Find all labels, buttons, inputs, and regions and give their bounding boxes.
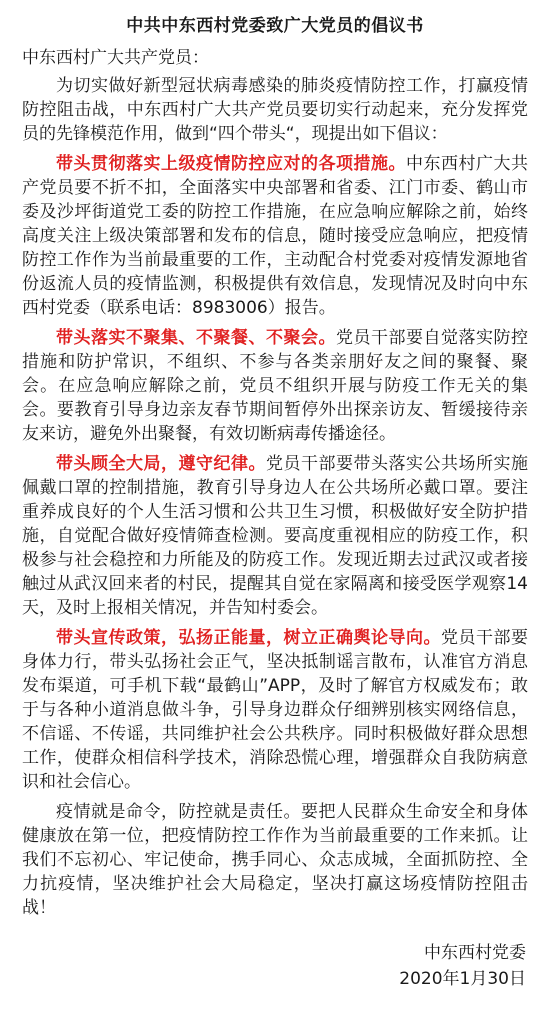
section-paragraph-2 — [22, 326, 528, 446]
section-body-3: 党员干部要带头落实公共场所实施佩戴口罩的控制措施，教育引导身边人在公共场所必戴口罩。要注重养成良好的个人生活习惯和公共卫生习惯，积极做好安全防护措施，自觉配合做好疫情筛查检测。要高度重视相应的防疫工作，积极参与社会稳控和力所能及的防疫工作。发现近期去过武汉或者接触过从武汉回来者的村民，提醒其自觉在家隔离和接受医学观察14天，及时上报相关情况，并告知村委会。 — [22, 454, 528, 618]
section-body-1: 中东西村广大共产党员要不折不扣，全面落实中央部署和省委、江门市委、鹤山市委及沙坪街道党工委的防控工作措施，在应急响应解除之前，始终高度关注上级决策部署和发布的信息，随时接受应急响应，把疫情防控工作作为当前最重要的工作，主动配合村党委对疫情发源地省份返流人员的疫情监测，积极提供有效信息，发现情况及时向中东西村党委（联系电话：8983006）报告。 — [22, 154, 528, 318]
section-paragraph-3 — [22, 452, 528, 620]
document-title: 中共中东西村党委致广大党员的倡议书 — [126, 16, 424, 36]
section-heading-2: 带头落实不聚集、不聚餐、不聚会。 — [56, 328, 336, 348]
salutation: 中东西村广大共产党员： — [22, 48, 209, 68]
closing-paragraph: 疫情就是命令，防控就是责任。要把人民群众生命安全和身体健康放在第一位，把疫情防控工作作为当前最重要的工作来抓。让我们不忘初心、牢记使命，携手同心、众志成城，全面抓防控、全力抗疫情，坚决维护社会大局稳定，坚决打赢这场疫情防控阻击战！ — [22, 802, 528, 918]
section-heading-4: 带头宣传政策，弘扬正能量，树立正确舆论导向。 — [56, 628, 441, 648]
section-paragraph-4 — [22, 626, 528, 794]
section-heading-1: 带头贯彻落实上级疫情防控应对的各项措施。 — [56, 154, 406, 174]
signature-block — [399, 940, 526, 992]
section-heading-3: 带头顾全大局，遵守纪律。 — [56, 454, 266, 474]
section-body-4: 党员干部要身体力行，带头弘扬社会正气，坚决抵制谣言散布，认准官方消息发布渠道，可手机下载“最鹤山”APP，及时了解官方权威发布；敢于与各种小道消息做斗争，引导身边群众仔细辨别核实网络信息，不信谣、不传谣，共同维护社会公共秩序。同时积极做好群众思想工作，使群众相信科学技术，消除恐慌心理，增强群众自我防病意识和社会信心。 — [22, 628, 528, 792]
intro-paragraph: 为切实做好新型冠状病毒感染的肺炎疫情防控工作，打赢疫情防控阻击战，中东西村广大共产党员要切实行动起来，充分发挥党员的先锋模范作用，做到“四个带头“，现提出如下倡议： — [22, 76, 528, 144]
section-body-2: 党员干部要自觉落实防控措施和防护常识，不组织、不参与各类亲朋好友之间的聚餐、聚会。在应急响应解除之前，党员不组织开展与防疫工作无关的集会。要教育引导身边亲友春节期间暂停外出探亲访友、暂缓接待亲友来访，避免外出聚餐，有效切断病毒传播途径。 — [22, 328, 528, 444]
signature-date: 2020年1月30日 — [399, 969, 526, 989]
signature-organization: 中东西村党委 — [424, 943, 526, 963]
section-paragraph-1 — [22, 152, 528, 320]
